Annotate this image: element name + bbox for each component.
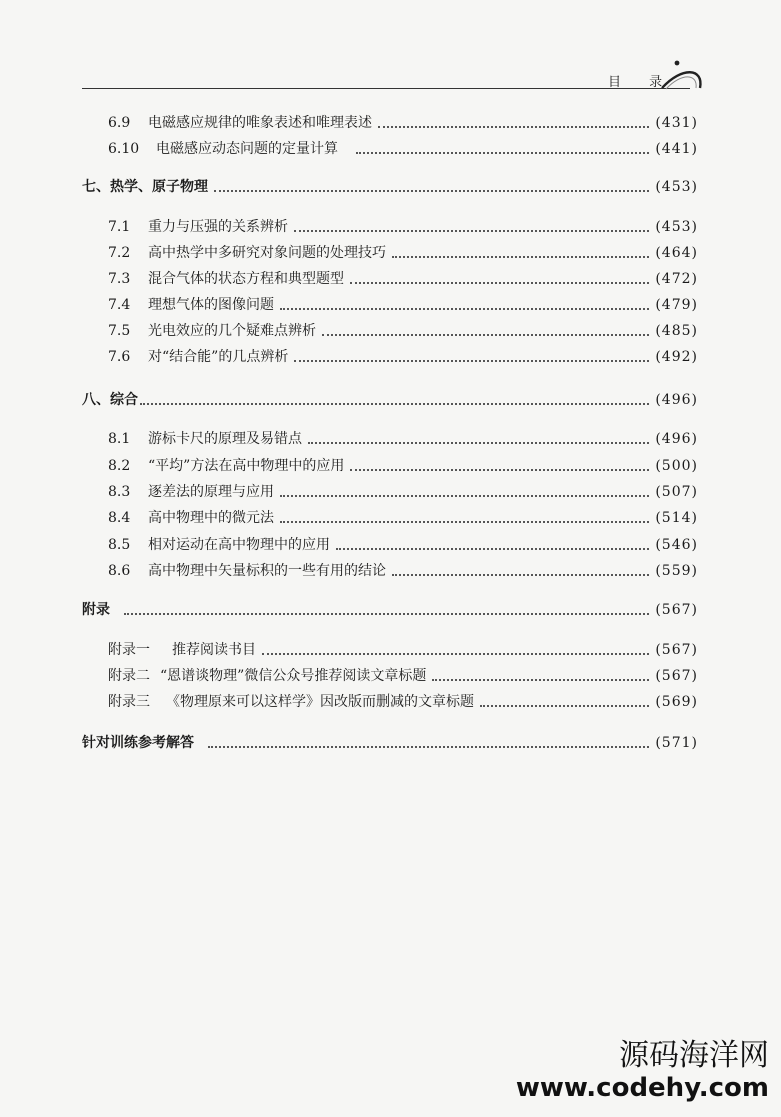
- entry-title: 光电效应的几个疑难点辨析: [148, 323, 316, 339]
- entry-page: (453): [655, 219, 698, 235]
- entry-title: 推荐阅读书目: [172, 642, 256, 658]
- entry-page: (571): [655, 735, 698, 751]
- leader-dots: [294, 229, 649, 232]
- entry-page: (559): [655, 563, 698, 579]
- entry-page: (567): [655, 668, 698, 684]
- leader-dots: [356, 151, 649, 154]
- entry-number: 8.6: [108, 563, 131, 579]
- toc-chapter[interactable]: [82, 600, 698, 620]
- leader-dots: [480, 704, 649, 707]
- leader-dots: [208, 745, 649, 748]
- toc-entry[interactable]: [108, 321, 698, 341]
- entry-page: (507): [655, 484, 698, 500]
- toc-entry[interactable]: [108, 666, 698, 686]
- entry-title: 对“结合能”的几点辨析: [148, 349, 289, 365]
- toc-entry[interactable]: [108, 482, 698, 502]
- entry-page: (479): [655, 297, 698, 313]
- toc-entry[interactable]: [108, 561, 698, 581]
- entry-title: 混合气体的状态方程和典型题型: [148, 271, 344, 287]
- leader-dots: [336, 547, 649, 550]
- leader-dots: [140, 402, 649, 405]
- toc-entry[interactable]: [108, 508, 698, 528]
- chapter-title: 七、热学、原子物理: [82, 179, 208, 195]
- watermark-name: 源码海洋网: [619, 1038, 769, 1073]
- entry-title: 逐差法的原理与应用: [148, 484, 274, 500]
- watermark: [516, 1039, 769, 1103]
- entry-title: 理想气体的图像问题: [148, 297, 274, 313]
- leader-dots: [280, 307, 649, 310]
- leader-dots: [350, 468, 649, 471]
- entry-page: (567): [655, 642, 698, 658]
- chapter-title: 针对训练参考解答: [82, 735, 194, 751]
- entry-title: 高中物理中矢量标积的一些有用的结论: [148, 563, 386, 579]
- toc-entry[interactable]: [108, 535, 698, 555]
- entry-title: 重力与压强的关系辨析: [148, 219, 288, 235]
- leader-dots: [280, 520, 649, 523]
- toc-chapter[interactable]: [82, 733, 698, 753]
- entry-page: (496): [655, 431, 698, 447]
- leader-dots: [280, 494, 649, 497]
- leader-dots: [432, 678, 649, 681]
- entry-page: (496): [655, 392, 698, 408]
- entry-page: (569): [655, 694, 698, 710]
- toc-entry[interactable]: [108, 295, 698, 315]
- entry-title: 《物理原来可以这样学》因改版而删减的文章标题: [166, 694, 474, 710]
- entry-number: 8.3: [108, 484, 131, 500]
- entry-number: 8.2: [108, 458, 131, 474]
- entry-number: 7.5: [108, 323, 131, 339]
- toc-entry[interactable]: [108, 217, 698, 237]
- leader-dots: [124, 612, 649, 615]
- entry-number: 附录一: [108, 642, 150, 658]
- leader-dots: [350, 281, 649, 284]
- entry-number: 8.5: [108, 537, 131, 553]
- chapter-title: 八、综合: [82, 392, 138, 408]
- entry-page: (472): [655, 271, 698, 287]
- leader-dots: [392, 573, 649, 576]
- entry-page: (453): [655, 179, 698, 195]
- entry-title: 高中热学中多研究对象问题的处理技巧: [148, 245, 386, 261]
- entry-number: 7.6: [108, 349, 131, 365]
- entry-page: (546): [655, 537, 698, 553]
- entry-title: “恩谱谈物理”微信公众号推荐阅读文章标题: [160, 668, 427, 684]
- entry-page: (492): [655, 349, 698, 365]
- entry-title: 高中物理中的微元法: [148, 510, 274, 526]
- entry-page: (485): [655, 323, 698, 339]
- entry-number: 附录三: [108, 694, 150, 710]
- toc-entry[interactable]: [108, 347, 698, 367]
- leader-dots: [308, 441, 649, 444]
- toc-chapter[interactable]: [82, 177, 698, 197]
- toc-entry[interactable]: [108, 429, 698, 449]
- toc-entry[interactable]: [108, 269, 698, 289]
- entry-page: (514): [655, 510, 698, 526]
- header-title: 目 录: [608, 75, 675, 90]
- chapter-title: 附录: [82, 602, 110, 618]
- toc-entry[interactable]: [108, 113, 698, 133]
- entry-number: 8.1: [108, 431, 131, 447]
- entry-title: 相对运动在高中物理中的应用: [148, 537, 330, 553]
- toc-chapter[interactable]: [82, 390, 698, 410]
- leader-dots: [392, 255, 649, 258]
- leader-dots: [322, 333, 649, 336]
- leader-dots: [214, 189, 649, 192]
- entry-number: 7.3: [108, 271, 131, 287]
- entry-number: 7.4: [108, 297, 131, 313]
- entry-number: 6.9: [108, 115, 131, 131]
- entry-page: (500): [655, 458, 698, 474]
- entry-number: 6.10: [108, 141, 140, 157]
- entry-title: 电磁感应规律的唯象表述和唯理表述: [148, 115, 372, 131]
- toc-entry[interactable]: [108, 139, 698, 159]
- entry-number: 7.2: [108, 245, 131, 261]
- toc-entry[interactable]: [108, 640, 698, 660]
- entry-number: 附录二: [108, 668, 150, 684]
- leader-dots: [378, 125, 649, 128]
- entry-title: “平均”方法在高中物理中的应用: [148, 458, 345, 474]
- toc-entry[interactable]: [108, 243, 698, 263]
- header-swoosh-ornament: [660, 58, 710, 98]
- header-rule: [82, 88, 690, 89]
- entry-page: (431): [655, 115, 698, 131]
- watermark-url: www.codehy.com: [515, 1073, 769, 1103]
- entry-number: 7.1: [108, 219, 131, 235]
- leader-dots: [262, 652, 649, 655]
- entry-page: (441): [655, 141, 698, 157]
- entry-page: (464): [655, 245, 698, 261]
- leader-dots: [294, 359, 649, 362]
- entry-title: 游标卡尺的原理及易错点: [148, 431, 302, 447]
- toc-entry[interactable]: [108, 692, 698, 712]
- toc-entry[interactable]: [108, 456, 698, 476]
- entry-page: (567): [655, 602, 698, 618]
- entry-number: 8.4: [108, 510, 131, 526]
- entry-title: 电磁感应动态问题的定量计算: [156, 141, 338, 157]
